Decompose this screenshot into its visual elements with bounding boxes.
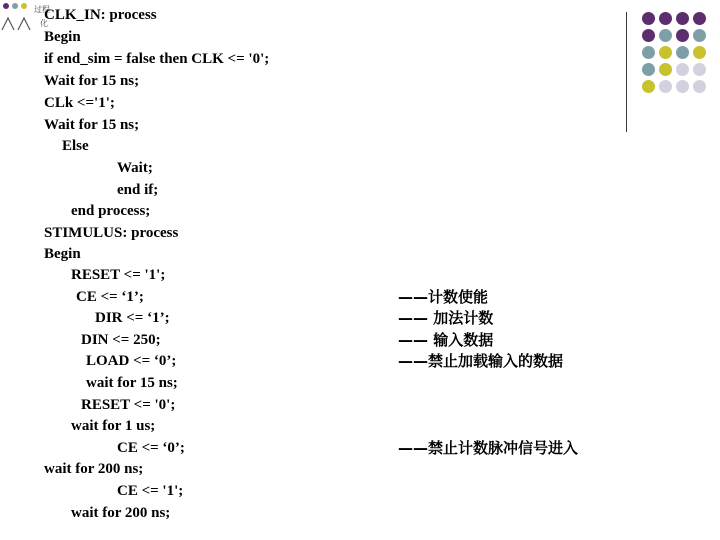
decorative-dot [693,63,706,76]
code-line: Wait for 15 ns; [44,117,140,133]
code-line: CLk <='1'; [44,95,115,111]
decorative-dot [676,80,689,93]
annotation: ——禁止计数脉冲信号进入 [398,439,579,457]
decorative-dot [693,46,706,59]
decorative-dot [642,46,655,59]
code-line: wait for 200 ns; [71,505,171,521]
annotation: ——禁止加载输入的数据 [398,352,564,370]
decorative-dot [642,12,655,25]
code-line: end process; [71,203,151,219]
annotation: ——计数使能 [398,288,489,306]
code-line: Wait for 15 ns; [44,73,140,89]
code-line: CE <= ‘1’; [76,289,144,305]
decorative-dot-grid [638,8,718,120]
code-line: RESET <= '1'; [71,267,166,283]
code-line: wait for 1 us; [71,418,156,434]
annotation: —— 加法计数 [398,309,494,327]
decorative-dot [659,80,672,93]
decorative-dot [642,80,655,93]
decorative-dot [659,46,672,59]
code-line: STIMULUS: process [44,225,179,241]
decorative-dot [642,63,655,76]
decorative-dot [676,46,689,59]
code-line: wait for 200 ns; [44,461,144,477]
code-line: Wait; [117,160,153,176]
code-line: Begin [44,246,81,262]
code-line: CE <= '1'; [117,483,184,499]
decorative-dot [676,12,689,25]
code-line: LOAD <= ‘0’; [86,353,177,369]
code-line: if end_sim = false then CLK <= '0'; [44,51,270,67]
code-line: DIR <= ‘1’; [95,310,170,326]
code-line: Begin [44,29,81,45]
logo-text-2: 化 [40,19,48,28]
code-line: RESET <= '0'; [81,397,176,413]
logo-text: 过程 [34,5,50,14]
decorative-dot [659,12,672,25]
decorative-dot [693,12,706,25]
decorative-dot [693,29,706,42]
annotation: —— 输入数据 [398,331,494,349]
code-line: CE <= ‘0’; [117,440,185,456]
code-line: end if; [117,182,159,198]
code-line: wait for 15 ns; [86,375,178,391]
decorative-dot [642,29,655,42]
code-line: CLK_IN: process [44,7,157,23]
decorative-dot [676,29,689,42]
code-line: Else [62,138,89,154]
decorative-dot [676,63,689,76]
decorative-dot [659,29,672,42]
vertical-divider [626,12,627,132]
code-line: DIN <= 250; [81,332,161,348]
decorative-dot [659,63,672,76]
decorative-dot [693,80,706,93]
